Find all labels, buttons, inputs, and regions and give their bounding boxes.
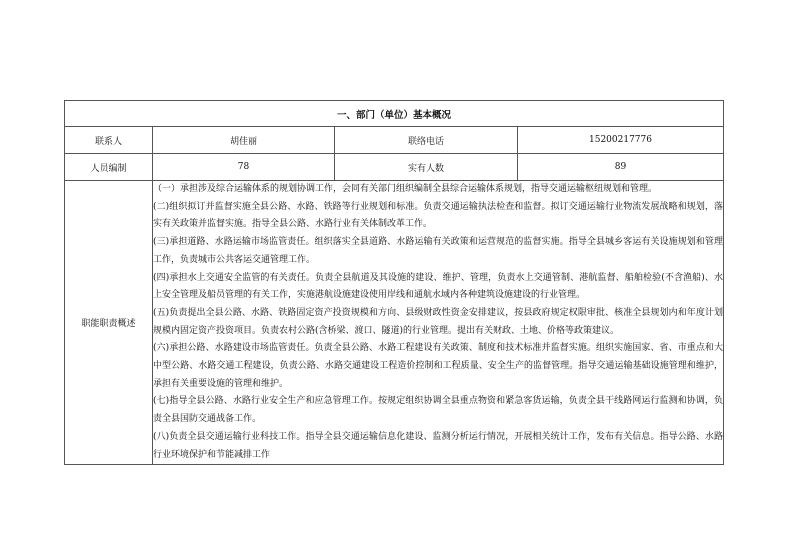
duty-item: (四)承担水上交通安全监管的有关责任。负责全县航道及其设施的建设、维护、管理，负责水上交通管制、港航监督、船舶检验(不含渔船)、水上安全管理及船员管理的有关工作，实施港航设施建设使用岸线和通航水域内各种建筑设施建设的行业管理。 (153, 272, 724, 301)
duty-item: (五)负责提出全县公路、水路、铁路固定资产投资规模和方向、县级财政性资金安排建议，按县政府规定权限审批、核准全县规划内和年度计划规模内固定资产投资项目。负责农村公路(含桥梁、渡口、隧道)的行业管理。提出有关财政、土地、价格等政策建议。 (153, 307, 724, 336)
basic-info-table (64, 100, 724, 465)
contact-label: 联系人 (65, 127, 153, 154)
duty-item: (七)指导全县公路、水路行业安全生产和应急管理工作。按规定组织协调全县重点物资和紧急客货运输，负责全县干线路网运行监测和协调，负责全县国防交通战备工作。 (153, 396, 724, 425)
duties-label: 职能职责概述 (65, 181, 153, 465)
duty-item: (二)组织拟订并监督实施全县公路、水路、铁路等行业规划和标准。负责交通运输执法检查和监督。拟订交通运输行业物流发展战略和规划，落实有关政策并监督实施。指导全县公路、水路行业有关体制改革工作。 (153, 201, 724, 230)
duties-description (153, 181, 724, 465)
phone-value: 15200217776 (518, 127, 724, 154)
staff-value: 78 (153, 154, 335, 181)
duty-item: (三)承担道路、水路运输市场监管责任。组织落实全县道路、水路运输有关政策和运营规范的监督实施。指导全县城乡客运有关设施规划和管理工作，负责城市公共客运交通管理工作。 (153, 237, 724, 265)
duty-item: （一）承担涉及综合运输体系的规划协调工作，会同有关部门组织编制全县综合运输体系规划，指导交通运输枢纽规划和管理。 (153, 184, 658, 194)
table-row (65, 154, 724, 181)
duty-item: (六)承担公路、水路建设市场监管责任。负责全县公路、水路工程建设有关政策、制度和技术标准并监督实施。组织实施国家、省、市重点和大中型公路、水路交通工程建设，负责公路、水路交通建设工程造价控制和工程质量、安全生产的监督管理。指导交通运输基础设施管理和维护，承担有关重要设施的管理和维护。 (153, 343, 724, 389)
basic-info-sheet (64, 100, 723, 465)
table-title: 一、部门（单位）基本概况 (65, 101, 724, 127)
actual-label: 实有人数 (335, 154, 518, 181)
table-row (65, 181, 724, 465)
actual-value: 89 (518, 154, 724, 181)
phone-label: 联络电话 (335, 127, 518, 154)
contact-value: 胡佳丽 (153, 127, 335, 154)
staff-label: 人员编制 (65, 154, 153, 181)
table-row (65, 127, 724, 154)
duty-item: (八)负责全县交通运输行业科技工作。指导全县交通运输信息化建设、监测分析运行情况，开展相关统计工作，发布有关信息。指导公路、水路行业环境保护和节能减排工作 (153, 431, 724, 460)
